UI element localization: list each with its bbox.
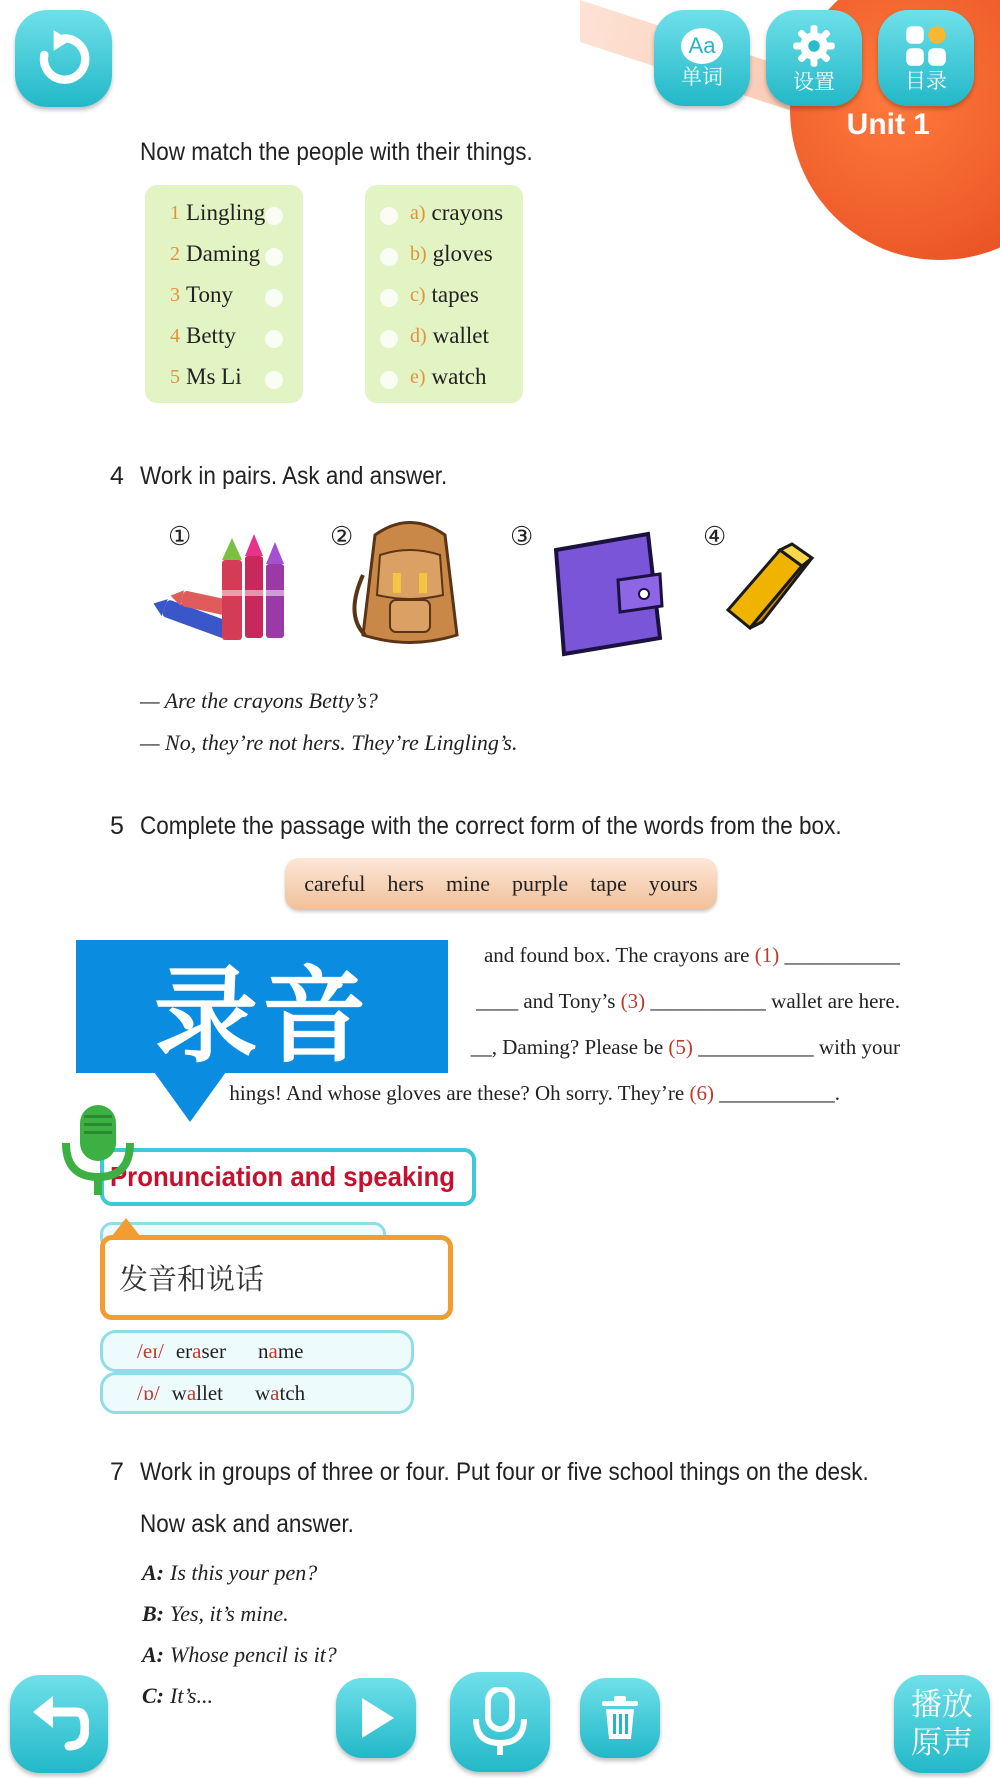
section-5-heading: Complete the passage with the correct form of the words from the box. bbox=[140, 812, 842, 840]
contents-button[interactable] bbox=[878, 10, 974, 106]
back-button[interactable] bbox=[10, 1675, 108, 1773]
highlighted-letter: a bbox=[270, 1380, 280, 1405]
settings-label: 设置 bbox=[793, 70, 835, 94]
match-dot-left[interactable] bbox=[265, 248, 283, 266]
match-dot-right[interactable] bbox=[380, 207, 398, 225]
match-dot-left[interactable] bbox=[265, 207, 283, 225]
phonics-row[interactable] bbox=[100, 1372, 414, 1414]
dialogue-line bbox=[142, 1683, 213, 1709]
passage-text: __, Daming? Please be bbox=[470, 1035, 669, 1059]
vocabulary-label: 单词 bbox=[681, 65, 723, 89]
thing-name: tapes bbox=[431, 282, 479, 307]
blank-number: (1) bbox=[754, 943, 780, 967]
thing-item bbox=[410, 323, 489, 349]
settings-button[interactable] bbox=[766, 10, 862, 106]
thing-name: wallet bbox=[432, 323, 489, 348]
play-original-label-2: 原声 bbox=[911, 1725, 973, 1761]
word-part: me bbox=[277, 1338, 304, 1363]
person-name: Betty bbox=[186, 323, 236, 348]
section-7-heading: Work in groups of three or four. Put four or five school things on the desk. bbox=[140, 1458, 869, 1486]
thing-item bbox=[410, 364, 486, 390]
speaker-label: B: bbox=[142, 1601, 164, 1626]
match-dot-left[interactable] bbox=[265, 330, 283, 348]
passage-line bbox=[484, 943, 900, 968]
play-icon bbox=[356, 1696, 396, 1740]
thing-name: gloves bbox=[432, 241, 493, 266]
pronunciation-heading-box[interactable] bbox=[100, 1148, 476, 1206]
dialogue-text: Whose pencil is it? bbox=[170, 1642, 337, 1667]
highlighted-letter: a bbox=[268, 1338, 278, 1363]
word-part: ser bbox=[201, 1338, 226, 1363]
phonetic-symbol: /eɪ/ bbox=[137, 1338, 164, 1363]
blank-number: (3) bbox=[620, 989, 646, 1013]
thing-item bbox=[410, 200, 503, 226]
word-tape: tape bbox=[590, 871, 627, 896]
delete-button[interactable] bbox=[580, 1678, 660, 1758]
section-5-number: 5 bbox=[110, 812, 124, 840]
dialogue-line bbox=[142, 1560, 317, 1586]
phonics-row[interactable] bbox=[100, 1330, 414, 1372]
match-dot-left[interactable] bbox=[265, 371, 283, 389]
vocabulary-icon: Aa bbox=[681, 28, 723, 64]
person-number: 2 bbox=[170, 242, 180, 265]
match-heading: Now match the people with their things. bbox=[140, 138, 533, 166]
match-dot-left[interactable] bbox=[265, 289, 283, 307]
person-name: Ms Li bbox=[186, 364, 242, 389]
blank-number: (5) bbox=[668, 1035, 693, 1059]
passage-text: hings! And whose gloves are these? Oh sorry. They’re bbox=[229, 1081, 690, 1105]
thing-item bbox=[410, 241, 493, 267]
thing-letter: e) bbox=[410, 365, 426, 388]
translation-tooltip[interactable] bbox=[100, 1235, 453, 1320]
vocabulary-button[interactable] bbox=[654, 10, 750, 106]
section-4-heading: Work in pairs. Ask and answer. bbox=[140, 462, 448, 490]
speaker-label: A: bbox=[142, 1642, 164, 1667]
person-item bbox=[170, 323, 236, 349]
person-item bbox=[170, 241, 260, 267]
person-item bbox=[170, 364, 242, 390]
dialogue-line bbox=[142, 1642, 337, 1668]
play-button[interactable] bbox=[336, 1678, 416, 1758]
recording-banner bbox=[76, 940, 448, 1077]
blank-number: (6) bbox=[689, 1081, 714, 1105]
trash-icon bbox=[600, 1695, 640, 1741]
person-item bbox=[170, 282, 233, 308]
person-number: 4 bbox=[170, 324, 180, 347]
section-7-subheading: Now ask and answer. bbox=[140, 1510, 354, 1538]
wallet-image bbox=[548, 528, 668, 658]
match-dot-right[interactable] bbox=[380, 330, 398, 348]
speaker-label: C: bbox=[142, 1683, 164, 1708]
section-7-number: 7 bbox=[110, 1458, 124, 1486]
section-4-number: 4 bbox=[110, 462, 124, 490]
recording-banner-text: 录音 bbox=[153, 954, 370, 1077]
unit-label: Unit 1 bbox=[846, 108, 930, 141]
example-word-2 bbox=[255, 1381, 305, 1406]
example-word-1 bbox=[172, 1381, 223, 1406]
word-part: w bbox=[254, 1380, 271, 1405]
dialogue-line-2: — No, they’re not hers. They’re Lingling’s. bbox=[140, 730, 518, 755]
record-button[interactable] bbox=[450, 1672, 550, 1772]
recording-banner-pointer bbox=[154, 1072, 226, 1122]
thing-item bbox=[410, 282, 479, 308]
person-name: Daming bbox=[186, 241, 261, 266]
grid-menu-icon bbox=[904, 24, 948, 68]
gear-icon bbox=[791, 23, 837, 69]
dialogue-line-1: — Are the crayons Betty’s? bbox=[140, 688, 378, 713]
passage-blank: ___________. bbox=[714, 1081, 840, 1105]
refresh-icon bbox=[33, 28, 95, 90]
thing-name: crayons bbox=[431, 200, 504, 225]
dialogue-text: Is this your pen? bbox=[170, 1560, 318, 1585]
word-part: tch bbox=[279, 1380, 306, 1405]
passage-blank: ___________ wallet are here. bbox=[645, 989, 900, 1013]
passage-line bbox=[476, 989, 900, 1014]
picture-number-1: ① bbox=[168, 522, 192, 551]
microphone-icon bbox=[472, 1687, 528, 1757]
word-yours: yours bbox=[648, 871, 698, 896]
thing-name: watch bbox=[431, 364, 487, 389]
pronunciation-heading: Pronunciation and speaking bbox=[110, 1161, 455, 1192]
crayons-image bbox=[150, 530, 300, 650]
dialogue-text: Yes, it’s mine. bbox=[170, 1601, 289, 1626]
person-name: Lingling bbox=[186, 200, 266, 225]
thing-letter: d) bbox=[410, 324, 427, 347]
play-original-button[interactable] bbox=[894, 1675, 990, 1773]
word-part: llet bbox=[196, 1380, 223, 1405]
passage-text: and found box. The crayons are bbox=[483, 943, 755, 967]
word-mine: mine bbox=[445, 871, 490, 896]
match-dot-right[interactable] bbox=[380, 248, 398, 266]
example-word-2 bbox=[258, 1339, 303, 1364]
dialogue-line bbox=[142, 1601, 289, 1627]
contents-label: 目录 bbox=[905, 69, 947, 93]
match-dot-right[interactable] bbox=[380, 371, 398, 389]
word-purple: purple bbox=[511, 871, 569, 896]
speaker-label: A: bbox=[142, 1560, 164, 1585]
eraser-image bbox=[720, 540, 820, 645]
person-name: Tony bbox=[186, 282, 233, 307]
thing-letter: c) bbox=[410, 283, 426, 306]
passage-blank: ___________ bbox=[779, 943, 900, 967]
picture-number-3: ③ bbox=[510, 522, 534, 551]
picture-number-4: ④ bbox=[703, 522, 727, 551]
passage-text: ____ and Tony’s bbox=[476, 989, 621, 1013]
backpack-image bbox=[345, 515, 475, 650]
person-number: 5 bbox=[170, 365, 180, 388]
person-item bbox=[170, 200, 265, 226]
passage-blank: ___________ with your bbox=[692, 1035, 900, 1059]
word-part: n bbox=[257, 1338, 269, 1363]
dialogue-text: It’s... bbox=[170, 1683, 213, 1708]
example-word-1 bbox=[176, 1339, 226, 1364]
thing-letter: a) bbox=[410, 201, 426, 224]
person-number: 1 bbox=[170, 201, 180, 224]
microphone-icon[interactable] bbox=[60, 1105, 136, 1195]
thing-letter: b) bbox=[410, 242, 427, 265]
tooltip-notch bbox=[112, 1218, 140, 1236]
reload-button[interactable] bbox=[15, 10, 112, 107]
passage-line bbox=[229, 1081, 840, 1106]
word-part: w bbox=[171, 1380, 187, 1405]
highlighted-letter: a bbox=[186, 1380, 197, 1405]
back-arrow-icon bbox=[29, 1694, 89, 1754]
person-number: 3 bbox=[170, 283, 180, 306]
word-hers: hers bbox=[387, 871, 424, 896]
phonetic-symbol: /ɒ/ bbox=[137, 1380, 160, 1405]
play-original-label-1: 播放 bbox=[911, 1687, 973, 1723]
word-part: er bbox=[175, 1338, 193, 1363]
passage-line bbox=[471, 1035, 900, 1060]
picture-number-2: ② bbox=[330, 522, 354, 551]
highlighted-letter: a bbox=[192, 1338, 202, 1363]
match-dot-right[interactable] bbox=[380, 289, 398, 307]
word-careful: careful bbox=[304, 871, 366, 896]
word-box bbox=[285, 858, 717, 910]
translation-tooltip-text: 发音和说话 bbox=[119, 1262, 265, 1296]
